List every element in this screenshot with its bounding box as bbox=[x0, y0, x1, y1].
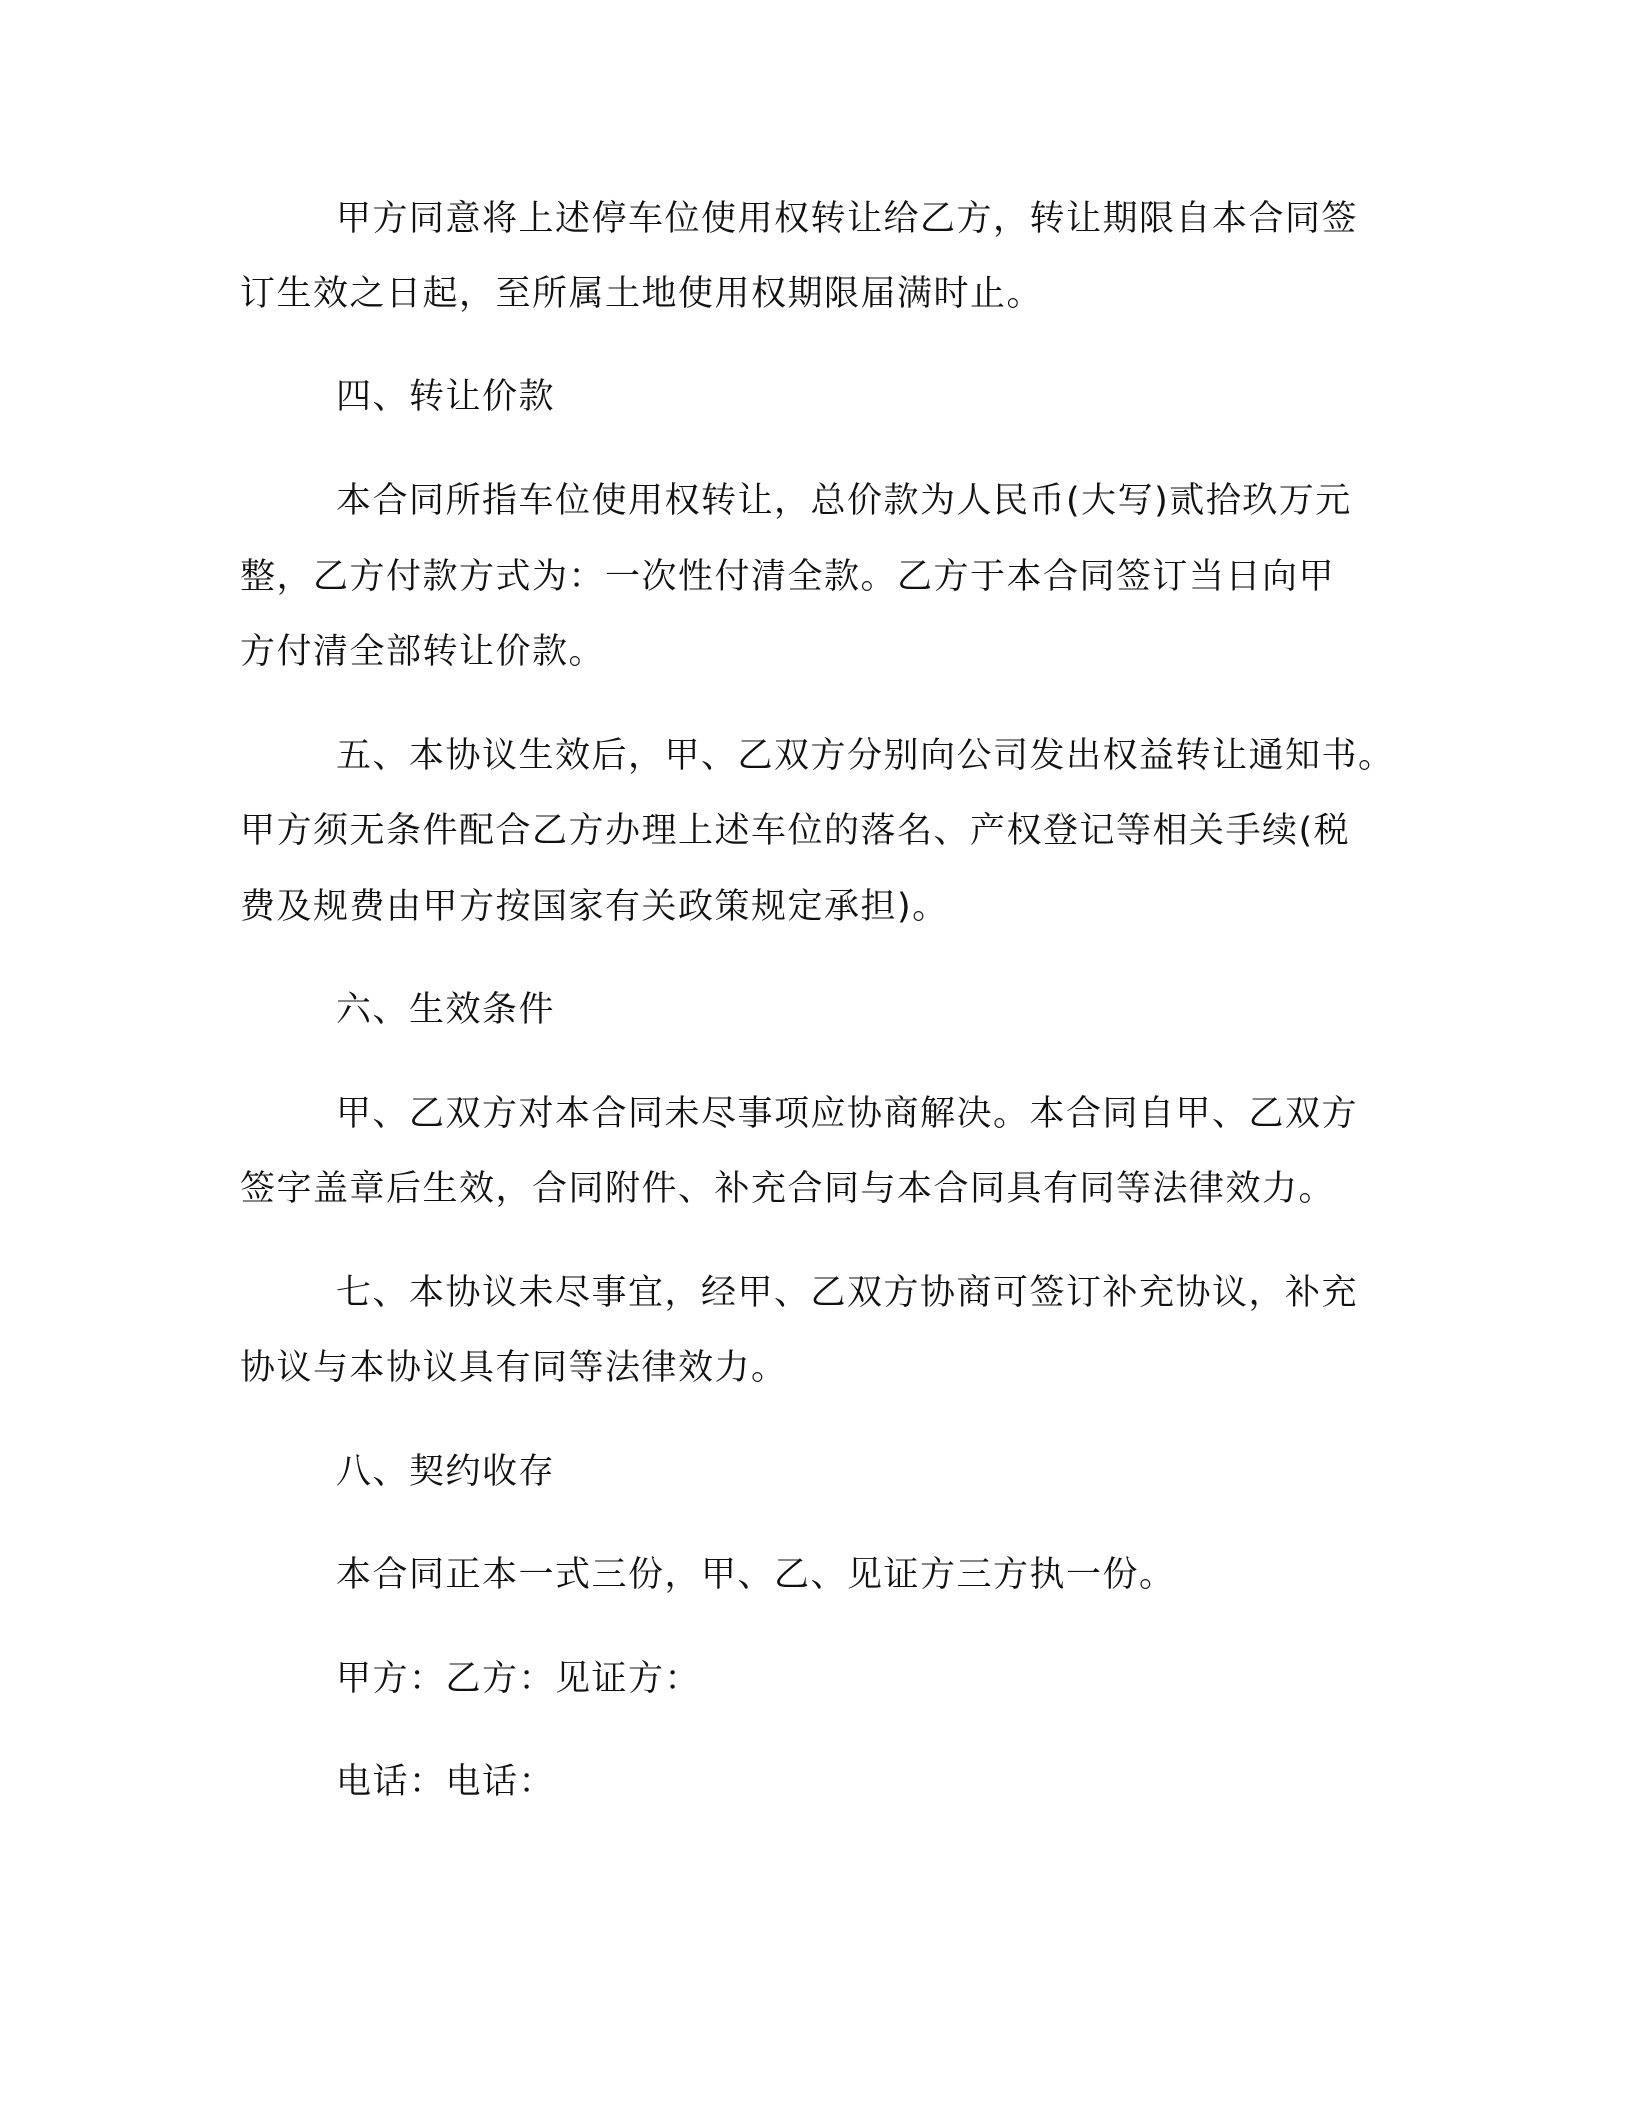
clause-3-text-line-1: 甲方同意将上述停车位使用权转让给乙方，转让期限自本合同签 bbox=[336, 199, 1359, 239]
section-5-text-line-2: 甲方须无条件配合乙方办理上述车位的落名、产权登记等相关手续(税 bbox=[240, 811, 1351, 851]
section-5-text-line-3: 费及规费由甲方按国家有关政策规定承担)。 bbox=[240, 887, 949, 927]
section-8-heading: 八、契约收存 bbox=[336, 1452, 556, 1492]
section-6-heading: 六、生效条件 bbox=[336, 990, 556, 1030]
section-4-heading: 四、转让价款 bbox=[336, 377, 556, 417]
clause-6-text-line-2: 签字盖章后生效，合同附件、补充合同与本合同具有同等法律效力。 bbox=[240, 1169, 1336, 1209]
section-5-text-line-1: 五、本协议生效后，甲、乙双方分别向公司发出权益转让通知书。 bbox=[336, 736, 1395, 776]
clause-4-text-line-3: 方付清全部转让价款。 bbox=[240, 632, 606, 672]
clause-8-text: 本合同正本一式三份，甲、乙、见证方三方执一份。 bbox=[336, 1555, 1176, 1595]
clause-4-text-line-1: 本合同所指车位使用权转让，总价款为人民币(大写)贰拾玖万元 bbox=[336, 481, 1352, 521]
clause-4-text-line-2: 整，乙方付款方式为：一次性付清全款。乙方于本合同签订当日向甲 bbox=[240, 557, 1336, 597]
clause-3-text-line-2: 订生效之日起，至所属土地使用权期限届满时止。 bbox=[240, 274, 1044, 314]
section-7-text-line-1: 七、本协议未尽事宜，经甲、乙双方协商可签订补充协议，补充 bbox=[336, 1273, 1359, 1313]
section-7-text-line-2: 协议与本协议具有同等法律效力。 bbox=[240, 1348, 788, 1388]
clause-6-text-line-1: 甲、乙双方对本合同未尽事项应协商解决。本合同自甲、乙双方 bbox=[336, 1094, 1359, 1134]
signature-parties-line: 甲方：乙方：见证方： bbox=[336, 1659, 702, 1699]
phone-line: 电话：电话： bbox=[336, 1762, 556, 1802]
